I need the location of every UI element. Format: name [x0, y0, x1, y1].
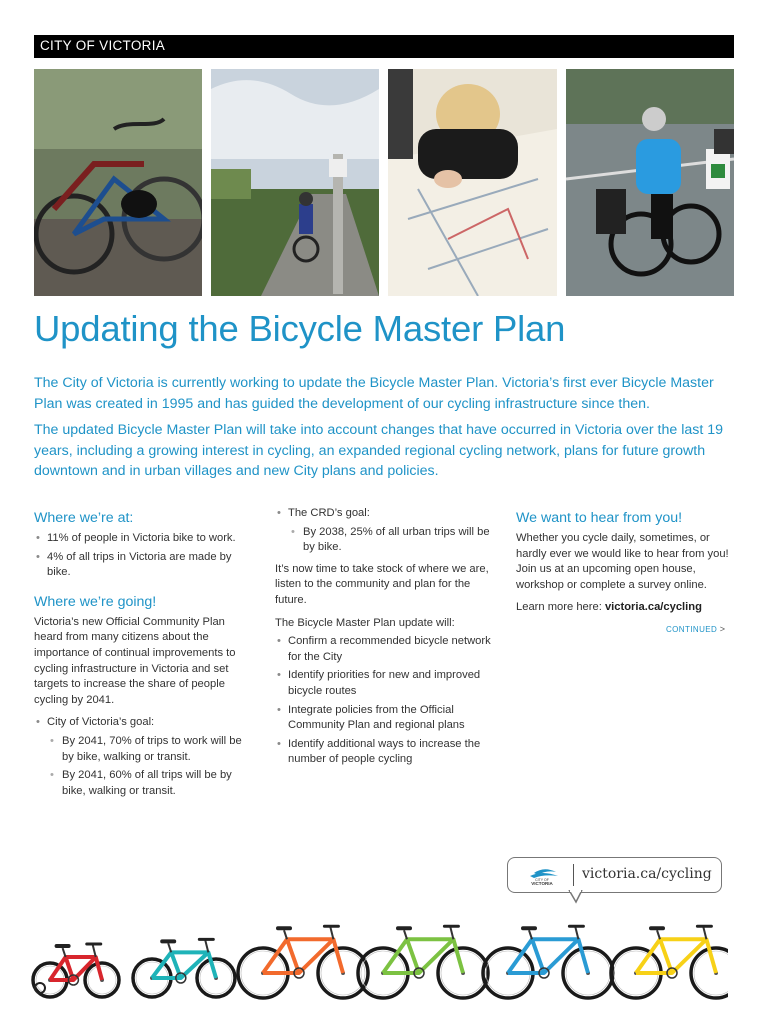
learn-more-prefix: Learn more here:	[516, 601, 605, 614]
where-at-heading: Where we’re at:	[34, 510, 134, 526]
list-item	[275, 506, 497, 556]
list-item: • Identify additional ways to increase the number of people cycling	[275, 737, 497, 768]
column-feedback	[516, 506, 734, 623]
cycling-link[interactable]: victoria.ca/cycling	[604, 601, 702, 614]
where-going-heading: Where we’re going!	[34, 593, 157, 610]
list-item: • Integrate policies from the Official Community Plan and regional plans	[275, 703, 497, 734]
cyclist-on-trail-photo	[211, 69, 379, 296]
stock-text: It’s now time to take stock of where we are, listen to the community and plan for the future.	[275, 562, 489, 606]
bicycle-illustrations	[28, 900, 728, 1000]
logo-text-top: CITY OF	[535, 878, 549, 882]
header-bar	[34, 35, 734, 58]
footer-url[interactable]: victoria.ca/cycling	[582, 866, 712, 882]
city-goal-label: City of Victoria’s goal:	[47, 716, 155, 729]
city-goal-sublist	[47, 734, 249, 799]
url-speech-bubble	[507, 857, 722, 893]
workshop-map-photo	[388, 69, 557, 296]
column-plan-update	[275, 506, 497, 773]
hear-heading: We want to hear from you!	[516, 510, 683, 526]
city-goal-list	[34, 715, 249, 799]
bubble-divider	[573, 864, 574, 886]
learn-more	[516, 600, 734, 616]
where-at-list	[34, 531, 249, 581]
list-item: • 11% of people in Victoria bike to work.	[34, 531, 249, 547]
logo-text-bottom: VICTORIA	[531, 881, 553, 886]
blue-city-bike	[483, 926, 613, 998]
red-kids-bike	[33, 944, 119, 997]
parked-bicycles-photo	[34, 69, 202, 296]
list-item	[34, 715, 249, 799]
list-item: • By 2041, 60% of all trips will be by bike, walking or transit.	[47, 768, 249, 799]
list-item: • Identify priorities for new and improved bicycle routes	[275, 668, 497, 699]
crd-goal-list	[275, 506, 497, 556]
continued-indicator	[666, 624, 725, 634]
update-list	[275, 634, 497, 768]
continued-arrow-icon: >	[719, 624, 726, 634]
teal-cruiser-bike	[133, 939, 235, 997]
where-going-text: Victoria’s new Official Community Plan heard from many citizens about the importance of continual improvements to cycling infrastructure in Victoria and set targets to increase the share of people cycling by 2041.	[34, 615, 236, 706]
list-item: • Confirm a recommended bicycle network for the City	[275, 634, 497, 665]
update-label: The Bicycle Master Plan update will:	[275, 616, 455, 629]
page-title: Updating the Bicycle Master Plan	[34, 308, 566, 349]
yellow-road-bike	[611, 926, 728, 998]
city-logo-icon	[516, 864, 568, 886]
list-item: • By 2041, 70% of trips to work will be by bike, walking or transit.	[47, 734, 249, 765]
list-item: • By 2038, 25% of all urban trips will be by bike.	[288, 525, 497, 556]
org-name: CITY OF VICTORIA	[40, 38, 166, 53]
cyclist-at-intersection-photo	[566, 69, 734, 296]
continued-label: CONTINUED	[666, 625, 718, 634]
intro-paragraph-2: The updated Bicycle Master Plan will take into account changes that have occurred in Victoria over the last 19 years, including a growing interest in cycling, an expanded regional cycling network, plans for future growth downtown and in urban villages and new City plans and policies.	[34, 422, 724, 479]
green-road-bike	[358, 926, 488, 998]
crd-goal-sublist	[288, 525, 497, 556]
orange-commuter-bike	[238, 926, 368, 998]
crd-goal-label: The CRD’s goal:	[288, 507, 370, 519]
intro-paragraph-1: The City of Victoria is currently working to update the Bicycle Master Plan. Victoria’s first ever Bicycle Master Plan was created in 1995 and has guided the development of our cycling infrastructure since then.	[34, 375, 714, 412]
list-item: • 4% of all trips in Victoria are made by bike.	[34, 550, 249, 581]
hear-text: Whether you cycle daily, sometimes, or hardly ever we would like to hear from you! Join us at an upcoming open house, workshop or complete a survey online.	[516, 532, 729, 591]
column-current-status	[34, 506, 249, 804]
